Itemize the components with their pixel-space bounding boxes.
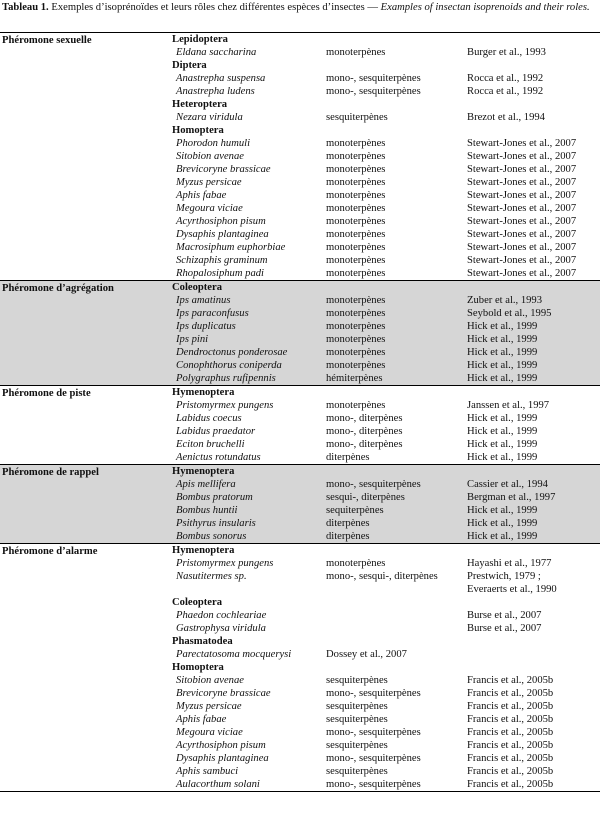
- reference: Stewart-Jones et al., 2007: [467, 203, 577, 214]
- terpene-type: sesquiterpènes: [326, 112, 388, 123]
- table-row: [0, 307, 600, 320]
- reference: Stewart-Jones et al., 2007: [467, 242, 577, 253]
- terpene-type: monoterpènes: [326, 203, 386, 214]
- reference: Prestwich, 1979 ;: [467, 571, 541, 582]
- table-row: [0, 700, 600, 713]
- order-name: Hymenoptera: [172, 466, 235, 477]
- table-group-rule: [0, 791, 600, 792]
- table-row: [0, 46, 600, 59]
- order-name: Phasmatodea: [172, 636, 233, 647]
- terpene-type: sesqui-, diterpènes: [326, 492, 405, 503]
- species-name: Macrosiphum euphorbiae: [176, 242, 286, 253]
- reference: Rocca et al., 1992: [467, 73, 544, 84]
- reference: Burse et al., 2007: [467, 610, 542, 621]
- order-row: [0, 635, 600, 648]
- reference: Hick et al., 1999: [467, 373, 538, 384]
- species-name: Sitobion avenae: [176, 675, 244, 686]
- species-name: Nezara viridula: [176, 112, 243, 123]
- table-row: [0, 333, 600, 346]
- terpene-type: mono-, sesquiterpènes: [326, 73, 421, 84]
- table-row: [0, 85, 600, 98]
- table-row: [0, 557, 600, 570]
- table-row: [0, 491, 600, 504]
- terpene-type: sequiterpènes: [326, 505, 384, 516]
- species-name: Myzus persicae: [176, 177, 242, 188]
- terpene-type: monoterpènes: [326, 334, 386, 345]
- table-row: [0, 739, 600, 752]
- terpene-type: monoterpènes: [326, 295, 386, 306]
- species-name: Aphis sambuci: [176, 766, 239, 777]
- reference: Hick et al., 1999: [467, 531, 538, 542]
- table-group: [0, 281, 600, 385]
- table-row: [0, 267, 600, 280]
- table-row: [0, 765, 600, 778]
- terpene-type: monoterpènes: [326, 400, 386, 411]
- reference: Everaerts et al., 1990: [467, 584, 557, 595]
- table-row: [0, 346, 600, 359]
- reference: Zuber et al., 1993: [467, 295, 543, 306]
- group-role-label: Phéromone d’alarme: [2, 546, 98, 557]
- terpene-type: mono-, sesquiterpènes: [326, 479, 421, 490]
- terpene-type: mono-, sesquiterpènes: [326, 753, 421, 764]
- reference: Stewart-Jones et al., 2007: [467, 190, 577, 201]
- reference: Hick et al., 1999: [467, 505, 538, 516]
- table-row: [0, 412, 600, 425]
- table-row: [0, 504, 600, 517]
- table-row: [0, 609, 600, 622]
- order-name: Heteroptera: [172, 99, 228, 110]
- reference: Burse et al., 2007: [467, 623, 542, 634]
- table-row: [0, 150, 600, 163]
- terpene-type: sesquiterpènes: [326, 701, 388, 712]
- species-name: Pristomyrmex pungens: [176, 400, 274, 411]
- table-row: [0, 72, 600, 85]
- species-name: Bombus pratorum: [176, 492, 253, 503]
- terpene-type: mono-, sesquiterpènes: [326, 86, 421, 97]
- terpene-type: monoterpènes: [326, 216, 386, 227]
- reference: Stewart-Jones et al., 2007: [467, 138, 577, 149]
- species-name: Dysaphis plantaginea: [176, 229, 269, 240]
- table-row: [0, 752, 600, 765]
- reference: Hick et al., 1999: [467, 321, 538, 332]
- species-name: Dendroctonus ponderosae: [176, 347, 288, 358]
- terpene-type: monoterpènes: [326, 138, 386, 149]
- species-name: Ips paraconfusus: [176, 308, 249, 319]
- table-row: [0, 399, 600, 412]
- caption-text-fr: Exemples d’isoprénoïdes et leurs rôles chez différentes espèces d’insectes —: [48, 2, 381, 13]
- order-name: Diptera: [172, 60, 207, 71]
- species-name: Rhopalosiphum padi: [176, 268, 264, 279]
- reference: Stewart-Jones et al., 2007: [467, 164, 577, 175]
- species-name: Apis mellifera: [176, 479, 236, 490]
- table-group: [0, 386, 600, 464]
- terpene-type: monoterpènes: [326, 360, 386, 371]
- group-role-label: Phéromone de rappel: [2, 467, 99, 478]
- reference: Cassier et al., 1994: [467, 479, 548, 490]
- terpene-type: monoterpènes: [326, 321, 386, 332]
- order-row: [0, 59, 600, 72]
- table-row: [0, 478, 600, 491]
- species-name: Bombus huntii: [176, 505, 238, 516]
- order-name: Hymenoptera: [172, 387, 235, 398]
- species-name: Pristomyrmex pungens: [176, 558, 274, 569]
- table-row: [0, 726, 600, 739]
- species-name: Anastrepha ludens: [176, 86, 255, 97]
- species-name: Labidus praedator: [176, 426, 256, 437]
- table-row: [0, 517, 600, 530]
- terpene-type: mono-, sesquiterpènes: [326, 779, 421, 790]
- order-name: Homoptera: [172, 125, 224, 136]
- table-row: [0, 674, 600, 687]
- species-name: Eciton bruchelli: [176, 439, 245, 450]
- table-row: [0, 425, 600, 438]
- terpene-type: sesquiterpènes: [326, 766, 388, 777]
- species-name: Conophthorus coniperda: [176, 360, 282, 371]
- order-name: Hymenoptera: [172, 545, 235, 556]
- terpene-type: mono-, diterpènes: [326, 439, 403, 450]
- order-row: [0, 661, 600, 674]
- group-role-label: Phéromone de piste: [2, 388, 91, 399]
- species-name: Aphis fabae: [176, 190, 227, 201]
- species-name: Ips amatinus: [176, 295, 231, 306]
- order-name: Homoptera: [172, 662, 224, 673]
- terpene-type: sesquiterpènes: [326, 740, 388, 751]
- species-name: Ips pini: [176, 334, 209, 345]
- species-name: Megoura viciae: [176, 203, 243, 214]
- reference: Hick et al., 1999: [467, 347, 538, 358]
- terpene-type: monoterpènes: [326, 164, 386, 175]
- reference: Francis et al., 2005b: [467, 714, 554, 725]
- terpene-type: sesquiterpènes: [326, 714, 388, 725]
- order-row: [0, 98, 600, 111]
- species-name: Nasutitermes sp.: [176, 571, 247, 582]
- species-name: Ips duplicatus: [176, 321, 236, 332]
- reference: Francis et al., 2005b: [467, 753, 554, 764]
- table-group: [0, 465, 600, 543]
- table-row: [0, 320, 600, 333]
- table-row: [0, 254, 600, 267]
- reference: Francis et al., 2005b: [467, 727, 554, 738]
- species-name: Anastrepha suspensa: [176, 73, 266, 84]
- order-row: [0, 281, 600, 294]
- species-name: Sitobion avenae: [176, 151, 244, 162]
- reference: Stewart-Jones et al., 2007: [467, 229, 577, 240]
- terpene-type: monoterpènes: [326, 177, 386, 188]
- terpene-type: monoterpènes: [326, 47, 386, 58]
- group-role-label: Phéromone d’agrégation: [2, 283, 114, 294]
- reference: Stewart-Jones et al., 2007: [467, 255, 577, 266]
- group-role-label: Phéromone sexuelle: [2, 35, 92, 46]
- terpene-type: monoterpènes: [326, 242, 386, 253]
- reference: Stewart-Jones et al., 2007: [467, 151, 577, 162]
- species-name: Megoura viciae: [176, 727, 243, 738]
- table-row: [0, 372, 600, 385]
- order-row: [0, 465, 600, 478]
- reference: Hick et al., 1999: [467, 452, 538, 463]
- terpene-type: mono-, sesquiterpènes: [326, 688, 421, 699]
- table-caption: [2, 1, 596, 15]
- reference: Hick et al., 1999: [467, 413, 538, 424]
- reference: Stewart-Jones et al., 2007: [467, 216, 577, 227]
- table-row: [0, 622, 600, 635]
- order-name: Coleoptera: [172, 597, 223, 608]
- table-row: [0, 215, 600, 228]
- species-name: Psithyrus insularis: [176, 518, 256, 529]
- terpene-type: mono-, sesqui-, diterpènes: [326, 571, 438, 582]
- species-name: Phaedon cochleariae: [176, 610, 267, 621]
- order-row: [0, 33, 600, 46]
- table-row: [0, 294, 600, 307]
- table-row: [0, 438, 600, 451]
- species-name: Gastrophysa viridula: [176, 623, 266, 634]
- species-name: Dysaphis plantaginea: [176, 753, 269, 764]
- species-name: Brevicoryne brassicae: [176, 164, 271, 175]
- terpene-type: sesquiterpènes: [326, 675, 388, 686]
- table-row: [0, 189, 600, 202]
- table-row: [0, 713, 600, 726]
- reference: Hick et al., 1999: [467, 334, 538, 345]
- terpene-type: mono-, diterpènes: [326, 426, 403, 437]
- order-name: Coleoptera: [172, 282, 223, 293]
- species-name: Eldana saccharina: [176, 47, 257, 58]
- order-row: [0, 596, 600, 609]
- terpene-type: diterpènes: [326, 452, 370, 463]
- isoprenoid-table: [0, 32, 600, 792]
- reference: Hick et al., 1999: [467, 518, 538, 529]
- species-name: Myzus persicae: [176, 701, 242, 712]
- terpene-type: monoterpènes: [326, 268, 386, 279]
- table-row: [0, 163, 600, 176]
- table-row: [0, 530, 600, 543]
- table-group: [0, 544, 600, 791]
- order-row: [0, 544, 600, 557]
- table-row: [0, 202, 600, 215]
- table-row: [0, 570, 600, 583]
- reference: Francis et al., 2005b: [467, 701, 554, 712]
- order-name: Lepidoptera: [172, 34, 228, 45]
- terpene-type: Dossey et al., 2007: [326, 649, 407, 660]
- table-row: [0, 241, 600, 254]
- terpene-type: monoterpènes: [326, 255, 386, 266]
- terpene-type: diterpènes: [326, 518, 370, 529]
- species-name: Parectatosoma mocquerysi: [176, 649, 292, 660]
- species-name: Polygraphus rufipennis: [176, 373, 276, 384]
- table-row: [0, 648, 600, 661]
- species-name: Acyrthosiphon pisum: [176, 740, 266, 751]
- terpene-type: monoterpènes: [326, 308, 386, 319]
- reference: Seybold et al., 1995: [467, 308, 552, 319]
- order-row: [0, 124, 600, 137]
- species-name: Aulacorthum solani: [176, 779, 260, 790]
- caption-text-en: Examples of insectan isoprenoids and their roles.: [380, 2, 590, 13]
- reference: Francis et al., 2005b: [467, 688, 554, 699]
- table-row: [0, 176, 600, 189]
- species-name: Bombus sonorus: [176, 531, 247, 542]
- species-name: Labidus coecus: [176, 413, 242, 424]
- reference: Francis et al., 2005b: [467, 779, 554, 790]
- table-row: [0, 137, 600, 150]
- terpene-type: mono-, sesquiterpènes: [326, 727, 421, 738]
- species-name: Schizaphis graminum: [176, 255, 268, 266]
- table-row: [0, 583, 600, 596]
- species-name: Acyrthosiphon pisum: [176, 216, 266, 227]
- terpene-type: monoterpènes: [326, 229, 386, 240]
- table-row: [0, 451, 600, 464]
- reference: Hick et al., 1999: [467, 426, 538, 437]
- reference: Francis et al., 2005b: [467, 766, 554, 777]
- terpene-type: monoterpènes: [326, 151, 386, 162]
- table-row: [0, 687, 600, 700]
- table-group: [0, 33, 600, 280]
- reference: Hick et al., 1999: [467, 360, 538, 371]
- terpene-type: diterpènes: [326, 531, 370, 542]
- reference: Bergman et al., 1997: [467, 492, 556, 503]
- reference: Hick et al., 1999: [467, 439, 538, 450]
- table-row: [0, 359, 600, 372]
- reference: Rocca et al., 1992: [467, 86, 544, 97]
- terpene-type: monoterpènes: [326, 190, 386, 201]
- species-name: Brevicoryne brassicae: [176, 688, 271, 699]
- terpene-type: hémiterpènes: [326, 373, 383, 384]
- species-name: Aphis fabae: [176, 714, 227, 725]
- reference: Brezot et al., 1994: [467, 112, 545, 123]
- reference: Francis et al., 2005b: [467, 675, 554, 686]
- table-row: [0, 778, 600, 791]
- reference: Francis et al., 2005b: [467, 740, 554, 751]
- reference: Hayashi et al., 1977: [467, 558, 552, 569]
- reference: Stewart-Jones et al., 2007: [467, 268, 577, 279]
- table-row: [0, 111, 600, 124]
- caption-label: Tableau 1.: [2, 2, 49, 13]
- species-name: Phorodon humuli: [176, 138, 251, 149]
- terpene-type: monoterpènes: [326, 558, 386, 569]
- reference: Stewart-Jones et al., 2007: [467, 177, 577, 188]
- reference: Burger et al., 1993: [467, 47, 546, 58]
- table-row: [0, 228, 600, 241]
- species-name: Aenictus rotundatus: [176, 452, 261, 463]
- reference: Janssen et al., 1997: [467, 400, 550, 411]
- terpene-type: monoterpènes: [326, 347, 386, 358]
- order-row: [0, 386, 600, 399]
- terpene-type: mono-, diterpènes: [326, 413, 403, 424]
